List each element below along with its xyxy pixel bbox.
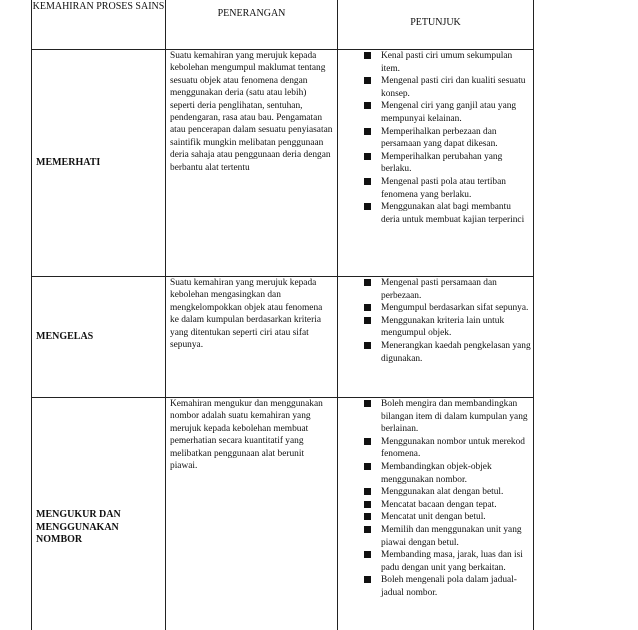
square-bullet-icon bbox=[364, 178, 371, 185]
header-skill: KEMAHIRAN PROSES SAINS bbox=[32, 0, 166, 50]
guide-list bbox=[338, 398, 531, 600]
skill-cell: MENGELAS bbox=[32, 277, 166, 398]
guide-item-text: Mengenal pasti ciri dan kualiti sesuatu konsep. bbox=[381, 76, 526, 99]
guide-item-text: Mengumpul berdasarkan sifat sepunya. bbox=[381, 303, 529, 314]
square-bullet-icon bbox=[364, 52, 371, 59]
guide-item-text: Membanding masa, jarak, luas dan isi padu dengan unit yang berkaitan. bbox=[381, 550, 523, 573]
guide-item-text: Mencatat bacaan dengan tepat. bbox=[381, 499, 497, 510]
guide-item bbox=[338, 340, 531, 365]
guide-item-text: Mengenal pasti pola atau tertiban fenomena yang berlaku. bbox=[381, 176, 506, 200]
square-bullet-icon bbox=[364, 102, 371, 109]
skill-cell: MENGUKUR DAN MENGGUNAKAN NOMBOR bbox=[32, 398, 166, 630]
guide-item-text: Boleh mengenali pola dalam jadual-jadual nombor. bbox=[381, 575, 517, 598]
table-row bbox=[32, 398, 534, 630]
guide-item-text: Mengenal ciri yang ganjil atau yang mempunyai kelainan. bbox=[381, 101, 517, 124]
guide-list bbox=[338, 277, 531, 365]
guide-item bbox=[338, 151, 531, 176]
square-bullet-icon bbox=[364, 317, 371, 324]
guide-item-text: Menggunakan alat dengan betul. bbox=[381, 487, 504, 498]
square-bullet-icon bbox=[364, 488, 371, 495]
guide-item-text: Mengenal pasti persamaan dan perbezaan. bbox=[381, 278, 497, 301]
guide-item-text: Menerangkan kaedah pengkelasan yang digunakan. bbox=[381, 340, 531, 364]
square-bullet-icon bbox=[364, 304, 371, 311]
guide-item bbox=[338, 549, 531, 574]
guide-item bbox=[338, 436, 531, 461]
guide-item bbox=[338, 486, 531, 499]
square-bullet-icon bbox=[364, 342, 371, 349]
header-guide: PETUNJUK bbox=[338, 0, 534, 50]
guide-item-text: Membandingkan objek-objek menggunakan nombor. bbox=[381, 461, 492, 485]
guide-item bbox=[338, 574, 531, 599]
square-bullet-icon bbox=[364, 400, 371, 407]
science-process-skills-table bbox=[31, 0, 534, 630]
header-row bbox=[32, 0, 534, 50]
square-bullet-icon bbox=[364, 513, 371, 520]
square-bullet-icon bbox=[364, 153, 371, 160]
description-cell: Suatu kemahiran yang merujuk kepada kebolehan mengasingkan dan mengkelompokkan objek atau fenomena ke dalam kumpulan berdasarkan kriteria yang ditentukan seperti ciri atau sifat sepunya. bbox=[166, 277, 338, 398]
square-bullet-icon bbox=[364, 203, 371, 210]
square-bullet-icon bbox=[364, 438, 371, 445]
guide-cell bbox=[338, 50, 534, 277]
square-bullet-icon bbox=[364, 501, 371, 508]
description-cell: Kemahiran mengukur dan menggunakan nombor adalah suatu kemahiran yang merujuk kepada kebolehan membuat pemerhatian secara kuantitatif yang melibatkan penggunaan alat berunit piawai. bbox=[166, 398, 338, 630]
guide-item bbox=[338, 511, 531, 524]
table-row bbox=[32, 50, 534, 277]
square-bullet-icon bbox=[364, 128, 371, 135]
guide-item bbox=[338, 315, 531, 340]
guide-item-text: Menggunakan alat bagi membantu deria untuk membuat kajian terperinci bbox=[381, 202, 525, 225]
guide-item bbox=[338, 201, 531, 226]
guide-item-text: Mencatat unit dengan betul. bbox=[381, 512, 486, 523]
square-bullet-icon bbox=[364, 526, 371, 533]
header-description: PENERANGAN bbox=[166, 0, 338, 50]
guide-item-text: Boleh mengira dan membandingkan bilangan item di dalam kumpulan yang berlainan. bbox=[381, 399, 528, 435]
guide-item bbox=[338, 100, 531, 125]
square-bullet-icon bbox=[364, 576, 371, 583]
square-bullet-icon bbox=[364, 77, 371, 84]
guide-item bbox=[338, 302, 531, 315]
guide-item-text: Menggunakan kriteria lain untuk mengumpul objek. bbox=[381, 315, 505, 339]
guide-item bbox=[338, 398, 531, 436]
guide-cell bbox=[338, 398, 534, 630]
guide-cell bbox=[338, 277, 534, 398]
guide-item-text: Memperihalkan perubahan yang berlaku. bbox=[381, 151, 503, 175]
guide-item bbox=[338, 524, 531, 549]
guide-item bbox=[338, 176, 531, 201]
guide-item bbox=[338, 499, 531, 512]
guide-item bbox=[338, 126, 531, 151]
guide-item bbox=[338, 50, 531, 75]
guide-item bbox=[338, 277, 531, 302]
square-bullet-icon bbox=[364, 279, 371, 286]
guide-list bbox=[338, 50, 531, 226]
description-cell: Suatu kemahiran yang merujuk kepada kebolehan mengumpul maklumat tentang sesuatu objek atau fenomena dengan menggunakan deria (satu atau lebih) seperti deria penglihatan, sentuhan, pendengaran, rasa atau bau. Pengamatan atau pencerapan dalam sesuatu penyiasatan saintifik mungkin melibatan penggunaan deria sahaja atau penggunaan deria dengan berbantu alat tertentu bbox=[166, 50, 338, 277]
guide-item bbox=[338, 75, 531, 100]
table-row bbox=[32, 277, 534, 398]
square-bullet-icon bbox=[364, 463, 371, 470]
guide-item-text: Memilih dan menggunakan unit yang piawai dengan betul. bbox=[381, 524, 522, 548]
guide-item-text: Menggunakan nombor untuk merekod fenomena. bbox=[381, 436, 525, 460]
guide-item bbox=[338, 461, 531, 486]
guide-item-text: Kenal pasti ciri umum sekumpulan item. bbox=[381, 51, 513, 74]
square-bullet-icon bbox=[364, 551, 371, 558]
skill-cell: MEMERHATI bbox=[32, 50, 166, 277]
guide-item-text: Memperihalkan perbezaan dan persamaan yang dapat dikesan. bbox=[381, 126, 498, 150]
